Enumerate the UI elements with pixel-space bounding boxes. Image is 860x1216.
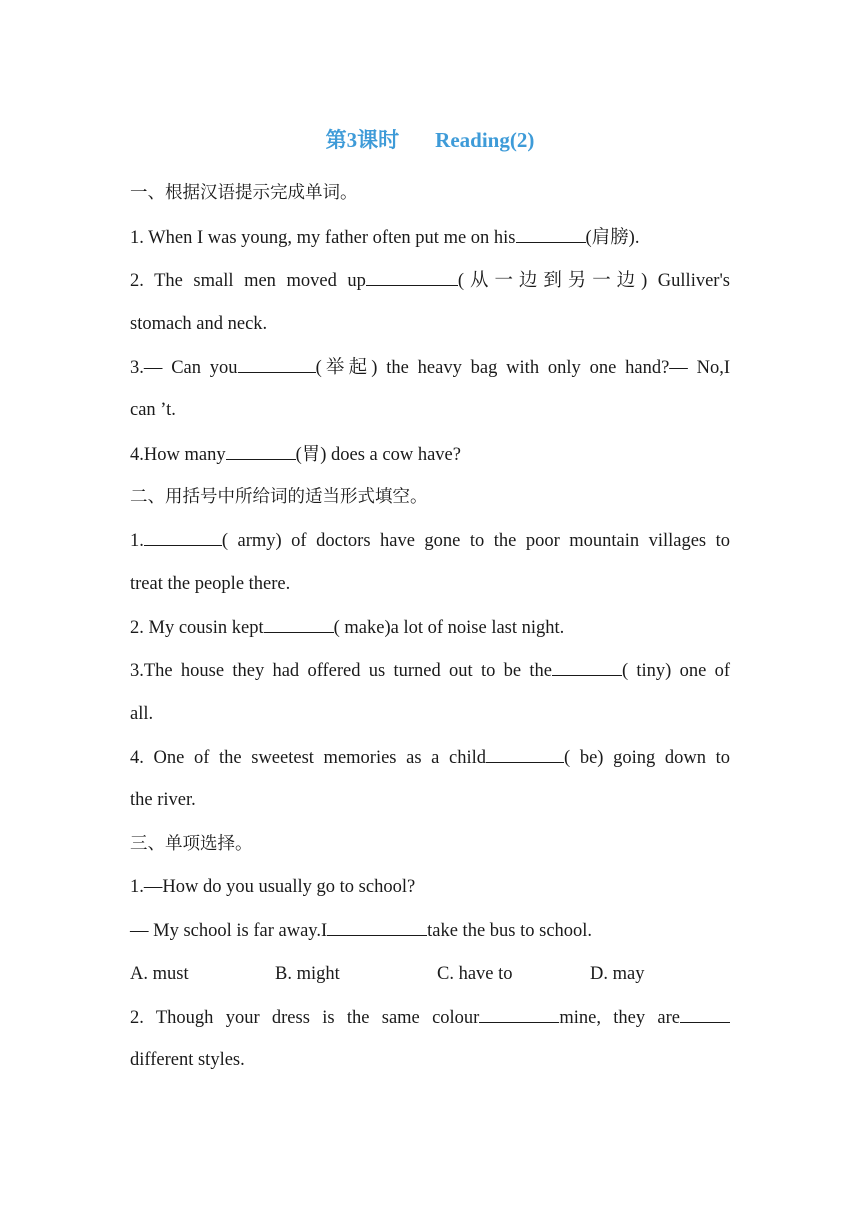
option-b[interactable]: B. might (275, 964, 340, 984)
section1-heading: 一、根据汉语提示完成单词。 (130, 183, 358, 203)
section2-heading: 二、用括号中所给词的适当形式填空。 (130, 487, 428, 507)
option-c[interactable]: C. have to (437, 964, 513, 984)
s1-q2-cont: stomach and neck. (130, 314, 268, 334)
answer-blank[interactable] (680, 1004, 730, 1023)
option-a[interactable]: A. must (130, 964, 189, 984)
s1-q1: 1. When I was young, my father often put me on his (肩膀). (130, 224, 730, 251)
s2-q4-cont: the river. (130, 790, 196, 810)
s3-q1-stem: 1.—How do you usually go to school? (130, 877, 416, 897)
answer-blank[interactable] (366, 267, 458, 286)
lesson-name: Reading(2) (435, 128, 535, 152)
answer-blank[interactable] (144, 527, 222, 546)
s2-q1: 1. ( army) of doctors have gone to the poor mountain villages to (130, 527, 730, 554)
answer-blank[interactable] (516, 224, 586, 243)
answer-blank[interactable] (327, 917, 427, 936)
s2-q1-cont: treat the people there. (130, 574, 291, 594)
answer-blank[interactable] (264, 614, 334, 633)
section3-heading: 三、单项选择。 (130, 834, 253, 854)
s2-q4: 4. One of the sweetest memories as a child ( be) going down to (130, 744, 730, 771)
answer-blank[interactable] (552, 657, 622, 676)
lesson-number: 第3课时 (325, 128, 400, 152)
option-d[interactable]: D. may (590, 964, 645, 984)
s3-q2: 2. Though your dress is the same colour mine, they are (130, 1004, 730, 1031)
s2-q3: 3.The house they had offered us turned out to be the ( tiny) one of (130, 657, 730, 684)
answer-blank[interactable] (517, 1004, 559, 1023)
answer-blank[interactable] (486, 744, 564, 763)
s3-q1-reply: — My school is far away.I take the bus to school. (130, 917, 730, 944)
s1-q3-cont: can ’t. (130, 400, 176, 420)
s2-q2: 2. My cousin kept ( make)a lot of noise last night. (130, 614, 730, 641)
s1-q3: 3.— Can you (举起) the heavy bag with only one hand?— No,I (130, 354, 730, 381)
s1-q4: 4.How many (胃) does a cow have? (130, 441, 730, 468)
answer-blank[interactable] (479, 1004, 517, 1023)
answer-blank[interactable] (226, 441, 296, 460)
s2-q3-cont: all. (130, 704, 154, 724)
s1-q2: 2. The small men moved up (从一边到另一边) Gulliver's (130, 267, 730, 294)
s3-q2-cont: different styles. (130, 1050, 245, 1070)
answer-blank[interactable] (238, 354, 316, 373)
page-title (130, 126, 730, 154)
